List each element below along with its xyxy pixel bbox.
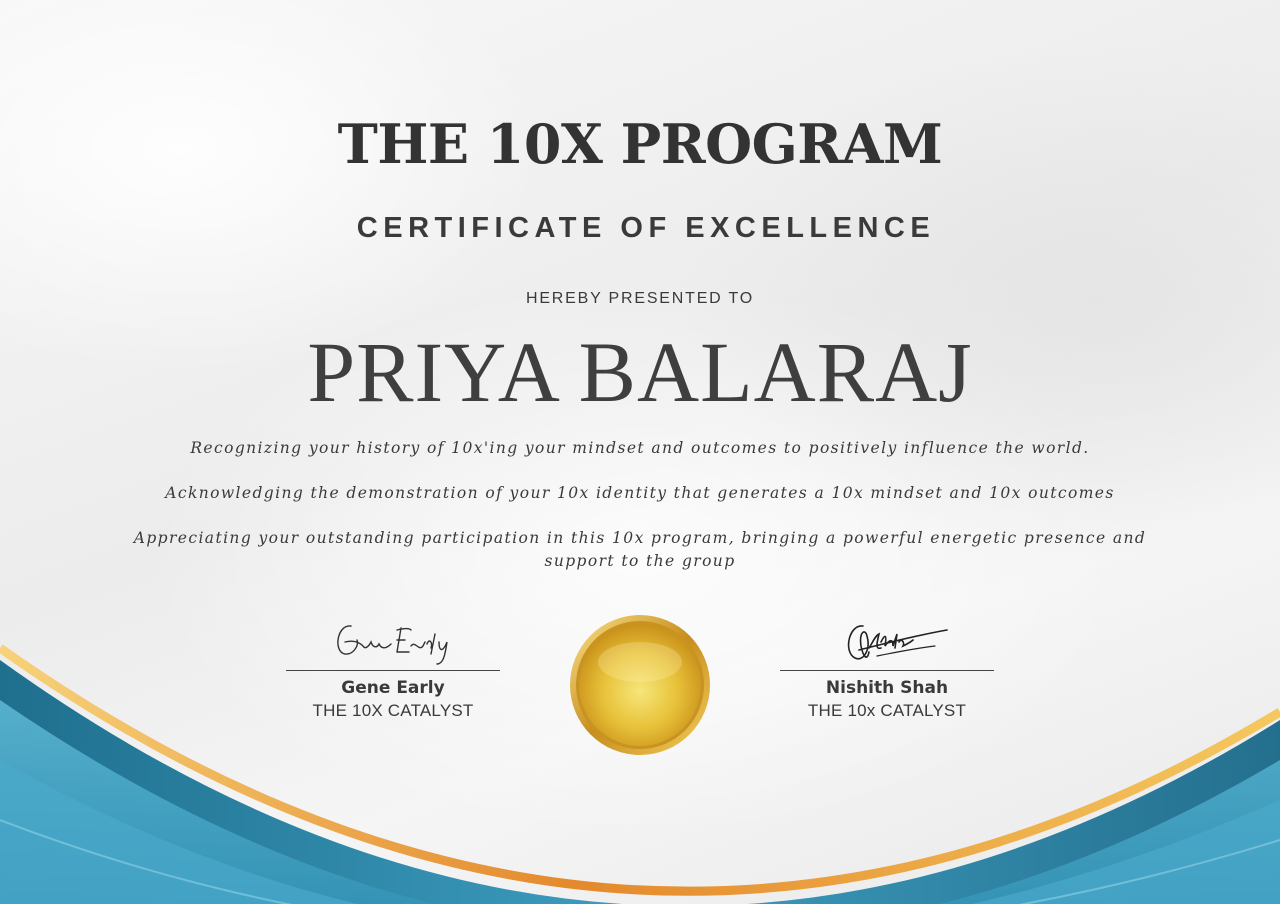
signatory-left <box>283 612 503 721</box>
program-title: THE 10X PROGRAM <box>337 112 943 176</box>
statement-acknowledgement: Acknowledging the demonstration of your 10x identity that generates a 10x mindset and 10x outcomes <box>165 484 1115 502</box>
presented-to-label: HEREBY PRESENTED TO <box>525 290 755 307</box>
signatory-title: THE 10X CATALYST <box>312 701 474 720</box>
statement-appreciation: Appreciating your outstanding participation in this 10x program, bringing a powerful energetic presence and support to the group <box>133 529 1147 570</box>
signatory-name: Gene Early <box>341 678 445 698</box>
signatory-name: Nishith Shah <box>825 678 949 698</box>
signatory-right <box>777 612 997 721</box>
signature-nishith-shah <box>787 612 987 670</box>
recipient-name: PRIYA BALARAJ <box>307 324 973 420</box>
signatory-title: THE 10x CATALYST <box>807 701 967 720</box>
certificate-type: CERTIFICATE OF EXCELLENCE <box>356 212 936 244</box>
signature-line <box>286 670 500 671</box>
signature-gene-early <box>293 612 493 670</box>
statement-recognition: Recognizing your history of 10x'ing your mindset and outcomes to positively influence the world. <box>190 439 1090 457</box>
signature-line <box>780 670 994 671</box>
gold-seal-icon <box>567 612 713 758</box>
